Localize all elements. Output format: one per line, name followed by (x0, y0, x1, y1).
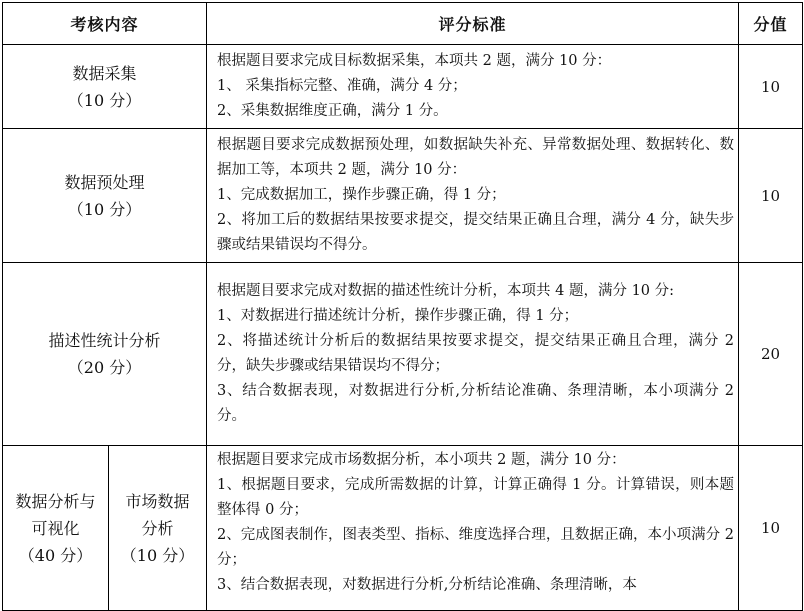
criteria-cell (207, 129, 739, 263)
criteria-line: 3、结合数据表现，对数据进行分析,分析结论准确、条理清晰，本小项满分 2 分。 (217, 383, 735, 424)
criteria-line: 2、采集数据维度正确，满分 1 分。 (217, 103, 448, 119)
table-row (3, 446, 803, 611)
category-cell (3, 45, 207, 129)
score-cell: 10 (739, 45, 803, 129)
sub-name-line: 分析 (141, 518, 174, 538)
criteria-line: 根据题目要求完成对数据的描述性统计分析，本项共 4 题，满分 10 分: (217, 283, 675, 299)
criteria-line: 1、 采集指标完整、准确，满分 4 分； (217, 78, 467, 94)
table-header-row (3, 3, 803, 45)
header-score: 分值 (739, 3, 803, 45)
sub-points: （10 分） (120, 545, 195, 565)
sub-category-cell (109, 446, 207, 611)
group-name-line: 数据分析与 (15, 491, 96, 511)
score-cell: 10 (739, 129, 803, 263)
category-points: （20 分） (67, 358, 142, 377)
sub-name-line: 市场数据 (125, 491, 190, 511)
criteria-line: 根据题目要求完成数据预处理，如数据缺失补充、异常数据处理、数据转化、数据加工等，本项共 2 题，满分 10 分： (217, 137, 735, 178)
table-row (3, 45, 803, 129)
criteria-line: 3、结合数据表现，对数据进行分析,分析结论准确、条理清晰，本 (217, 577, 637, 593)
table-row (3, 263, 803, 446)
assessment-table (2, 2, 803, 611)
category-name: 描述性统计分析 (48, 331, 161, 350)
score-cell: 20 (739, 263, 803, 446)
group-name-line: 可视化 (31, 518, 80, 538)
criteria-cell (207, 45, 739, 129)
criteria-cell (207, 263, 739, 446)
criteria-line: 1、根据题目要求，完成所需数据的计算，计算正确得 1 分。计算错误，则本题整体得 0 分； (217, 477, 735, 518)
criteria-line: 2、完成图表制作，图表类型、指标、维度选择合理，且数据正确，本小项满分 2 分； (217, 527, 735, 568)
criteria-line: 根据题目要求完成目标数据采集，本项共 2 题，满分 10 分： (217, 53, 612, 69)
criteria-line: 1、完成数据加工，操作步骤正确，得 1 分； (217, 187, 506, 203)
score-cell: 10 (739, 446, 803, 611)
category-points: （10 分） (67, 199, 142, 219)
criteria-line: 2、将描述统计分析后的数据结果按要求提交，提交结果正确且合理，满分 2 分，缺失步骤或结果错误均不得分； (217, 333, 735, 374)
category-cell (3, 129, 207, 263)
category-cell (3, 263, 207, 446)
group-category-cell (3, 446, 109, 611)
header-category: 考核内容 (3, 3, 207, 45)
category-name: 数据采集 (72, 63, 137, 83)
criteria-line: 1、对数据进行描述统计分析，操作步骤正确，得 1 分； (217, 308, 579, 324)
category-points: （10 分） (67, 90, 142, 110)
criteria-cell (207, 446, 739, 611)
criteria-line: 根据题目要求完成市场数据分析，本小项共 2 题，满分 10 分： (217, 452, 626, 468)
group-points: （40 分） (18, 545, 93, 565)
criteria-line: 2、将加工后的数据结果按要求提交，提交结果正确且合理，满分 4 分，缺失步骤或结果错误均不得分。 (217, 212, 735, 253)
header-criteria: 评分标准 (207, 3, 739, 45)
category-name: 数据预处理 (64, 172, 145, 192)
table-row (3, 129, 803, 263)
